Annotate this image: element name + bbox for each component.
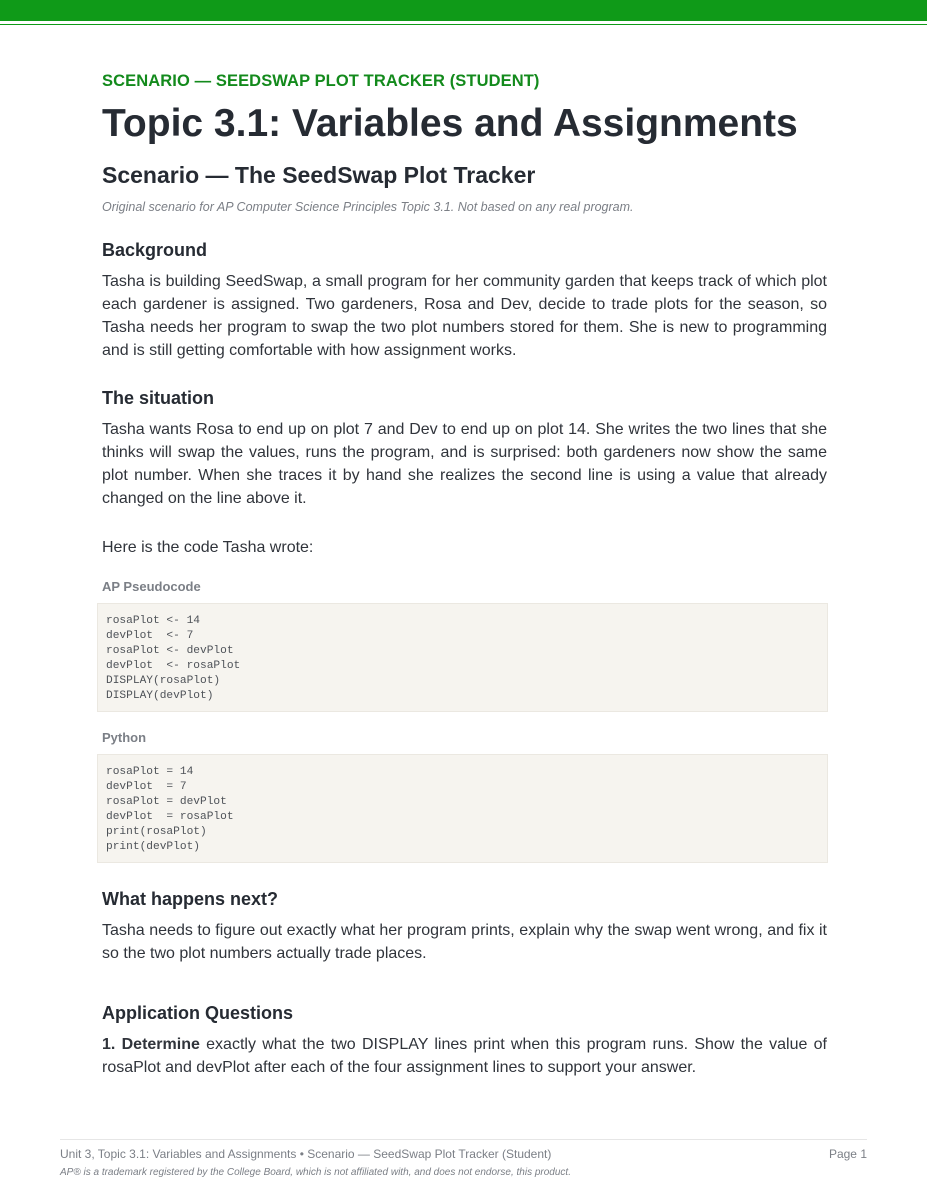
situation-text: Tasha wants Rosa to end up on plot 7 and Dev to end up on plot 14. She writes the two lines that she thinks will swap the values, runs the program, and is surprised: both gardeners now show the same plot number. When she traces it by hand she realizes the second line is using a value that already changed on the line above it. [102, 421, 827, 507]
top-accent-bar [0, 0, 927, 21]
code-intro: Here is the code Tasha wrote: [102, 539, 314, 556]
scenario-note: Original scenario for AP Computer Science Principles Topic 3.1. Not based on any real program. [102, 200, 634, 214]
next-section [102, 887, 827, 965]
trademark-note: AP® is a trademark registered by the College Board, which is not affiliated with, and does not endorse, this product. [60, 1167, 571, 1178]
code-line: devPlot <- 7 [106, 630, 194, 642]
python-label: Python [102, 730, 147, 745]
page-footer [60, 1139, 867, 1178]
code-line: DISPLAY(devPlot) [106, 690, 214, 702]
python-section [102, 730, 827, 863]
background-heading: Background [102, 240, 208, 260]
top-accent-rule [0, 24, 927, 25]
background-section [102, 238, 827, 362]
question-1-text: exactly what the two DISPLAY lines print when this program runs. Show the value of rosaPlot and devPlot after each of the four assignment lines to support your answer. [102, 1036, 827, 1076]
background-text: Tasha is building SeedSwap, a small program for her community garden that keeps track of which plot each gardener is assigned. Two gardeners, Rosa and Dev, decide to trade plots for the season, so Tasha needs her program to swap the two plot numbers stored for them. She is new to programming and is still getting comfortable with how assignment works. [102, 273, 827, 359]
page-content [102, 70, 827, 1079]
code-line: devPlot = rosaPlot [106, 811, 234, 823]
code-line: rosaPlot <- devPlot [106, 645, 234, 657]
code-line: devPlot = 7 [106, 781, 187, 793]
page-subtitle: Scenario — The SeedSwap Plot Tracker [102, 162, 536, 188]
situation-section [102, 386, 827, 559]
questions-heading: Application Questions [102, 1003, 294, 1023]
code-line: rosaPlot = 14 [106, 766, 194, 778]
code-line: devPlot <- rosaPlot [106, 660, 241, 672]
code-line: print(devPlot) [106, 841, 200, 853]
situation-heading: The situation [102, 388, 214, 408]
footer-left: Unit 3, Topic 3.1: Variables and Assignments • Scenario — SeedSwap Plot Tracker (Student) [60, 1147, 552, 1161]
code-line: print(rosaPlot) [106, 826, 207, 838]
page-title: Topic 3.1: Variables and Assignments [102, 102, 798, 145]
next-text: Tasha needs to figure out exactly what her program prints, explain why the swap went wrong, and fix it so the two plot numbers actually trade places. [102, 922, 827, 962]
code-line: rosaPlot <- 14 [106, 615, 200, 627]
code-line: DISPLAY(rosaPlot) [106, 675, 221, 687]
question-1 [102, 1033, 827, 1079]
next-heading: What happens next? [102, 889, 279, 909]
page-number: Page 1 [828, 1147, 867, 1161]
question-1-lead: 1. Determine [102, 1036, 200, 1053]
questions-section [102, 1001, 827, 1079]
python-block [97, 754, 828, 863]
eyebrow-label: SCENARIO — SEEDSWAP PLOT TRACKER (STUDENT) [102, 72, 540, 90]
pseudocode-section [102, 579, 827, 712]
code-line: rosaPlot = devPlot [106, 796, 227, 808]
pseudocode-label: AP Pseudocode [102, 579, 201, 594]
pseudocode-block [97, 603, 828, 712]
